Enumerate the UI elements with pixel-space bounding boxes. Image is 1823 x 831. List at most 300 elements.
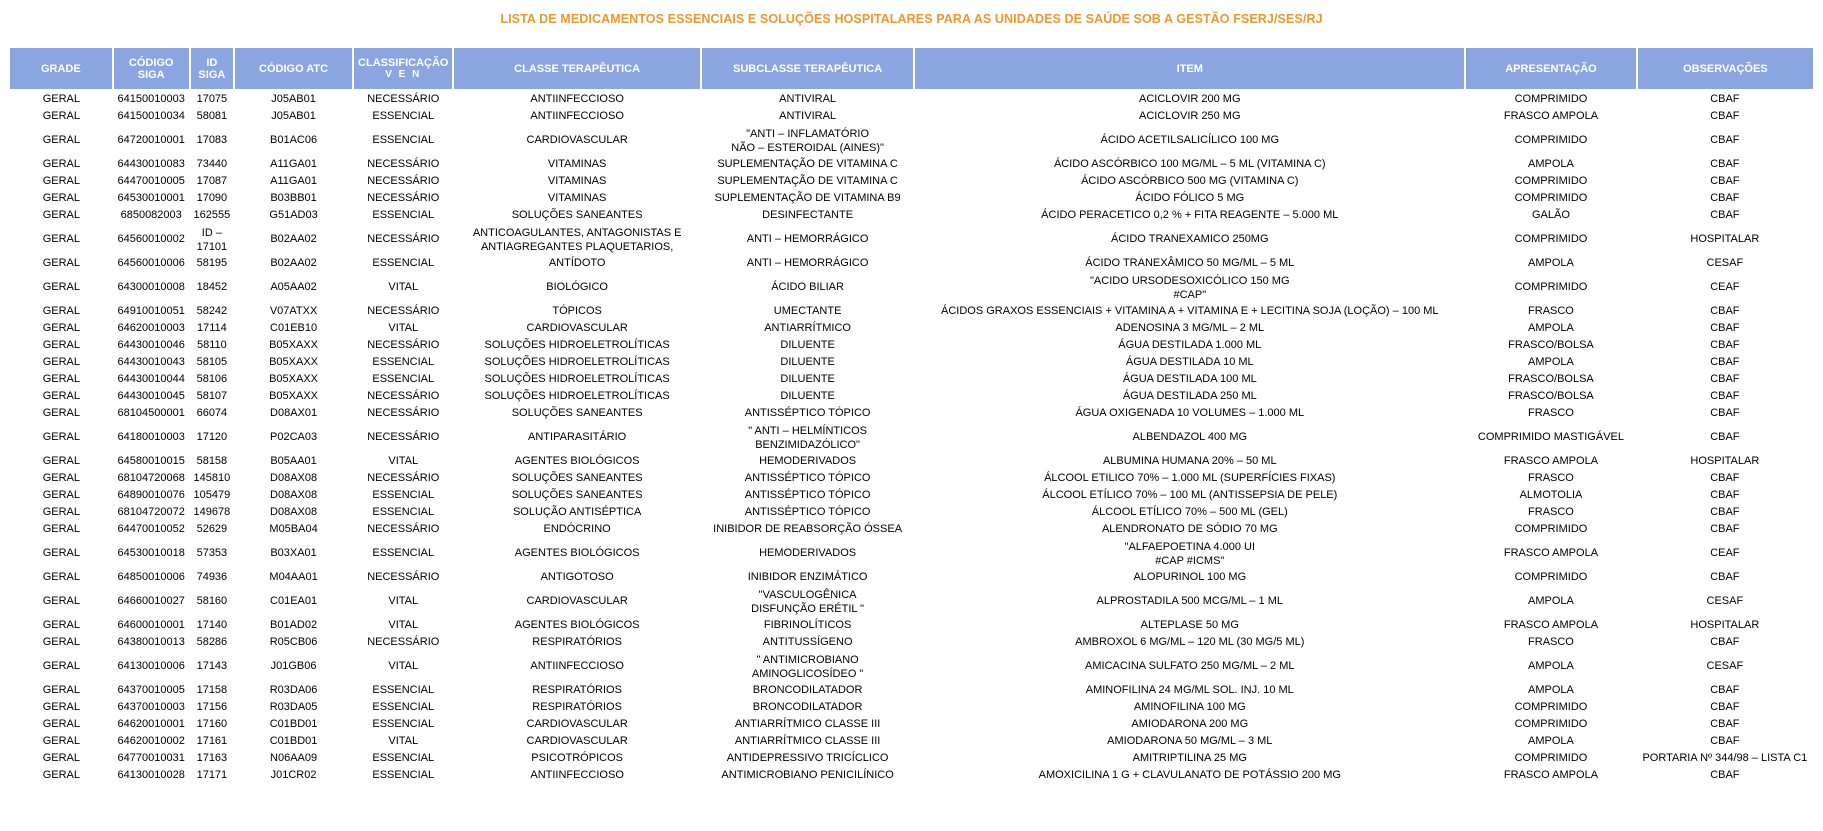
codigo-atc-cell: P02CA03 (270, 431, 318, 443)
classe-cell: SOLUÇÕES SANEANTES (511, 407, 643, 419)
classificacao-cell: ESSENCIAL (372, 718, 435, 730)
codigo-atc-cell: B02AA02 (270, 257, 317, 269)
classificacao-cell: VITAL (388, 660, 419, 672)
id-siga-cell: 52629 (196, 523, 228, 535)
codigo-atc-cell: R03DA06 (269, 684, 318, 696)
subclasse-cell: " ANTIMICROBIANO AMINOGLICOSÍDEO " (751, 653, 864, 680)
grade-cell: GERAL (42, 356, 80, 368)
classe-cell: BIOLÓGICO (546, 281, 608, 293)
apresentacao-cell: FRASCO AMPOLA (1503, 110, 1599, 122)
table-row (10, 303, 1813, 320)
grade-cell: GERAL (42, 134, 80, 146)
observacoes-cell: CBAF (1710, 93, 1740, 105)
observacoes-cell: CBAF (1710, 701, 1740, 713)
item-cell: ÁCIDO ACETILSALICÍLICO 100 MG (1100, 134, 1280, 146)
page-title: LISTA DE MEDICAMENTOS ESSENCIAIS E SOLUÇÕES HOSPITALARES PARA AS UNIDADES DE SAÚDE SOB A GESTÃO FSERJ/SES/RJ (500, 12, 1323, 26)
codigo-atc-cell: D08AX08 (270, 489, 318, 501)
classificacao-cell: ESSENCIAL (372, 547, 435, 559)
classificacao-cell: ESSENCIAL (372, 684, 435, 696)
classe-cell: PSICOTRÓPICOS (531, 752, 623, 764)
codigo-siga-cell: 64430010046 (117, 339, 185, 351)
observacoes-cell: HOSPITALAR (1690, 455, 1760, 467)
id-siga-cell: 58106 (196, 373, 228, 385)
item-cell: ÁCIDO PERACETICO 0,2 % + FITA REAGENTE – 5.000 ML (1041, 209, 1339, 221)
table-row (10, 504, 1813, 521)
classificacao-cell: VITAL (388, 595, 419, 607)
grade-cell: GERAL (42, 431, 80, 443)
classe-cell: SOLUÇÕES SANEANTES (511, 209, 643, 221)
item-cell: ÁCIDO TRANEXAMICO 250MG (1111, 233, 1269, 245)
table-row (10, 699, 1813, 716)
codigo-siga-cell: 64130010028 (117, 769, 185, 781)
item-cell: ÁLCOOL ETILICO 70% – 1.000 ML (SUPERFÍCIES FIXAS) (1044, 472, 1336, 484)
table-row (10, 224, 1813, 255)
grade-cell: GERAL (42, 233, 80, 245)
grade-cell: GERAL (42, 701, 80, 713)
codigo-siga-cell: 64370010005 (117, 684, 185, 696)
codigo-atc-cell: R03DA05 (269, 701, 318, 713)
item-cell: ÁCIDO FÓLICO 5 MG (1135, 192, 1245, 204)
id-siga-cell: 17161 (196, 735, 228, 747)
column-header-codigo-siga[interactable]: CÓDIGO SIGA (113, 48, 190, 89)
table-row (10, 255, 1813, 272)
observacoes-cell: CBAF (1710, 192, 1740, 204)
grade-cell: GERAL (42, 455, 80, 467)
codigo-atc-cell: V07ATXX (269, 305, 318, 317)
observacoes-cell: CESAF (1706, 660, 1744, 672)
table-row (10, 422, 1813, 453)
classificacao-cell: NECESSÁRIO (367, 233, 440, 245)
grade-cell: GERAL (42, 752, 80, 764)
subclasse-cell: ANTISSÉPTICO TÓPICO (744, 472, 871, 484)
classe-cell: CARDIOVASCULAR (526, 718, 628, 730)
codigo-atc-cell: B05AA01 (270, 455, 317, 467)
item-cell: ACICLOVIR 200 MG (1139, 93, 1241, 105)
subclasse-cell: ANTIVIRAL (779, 110, 837, 122)
observacoes-cell: CBAF (1710, 636, 1740, 648)
classificacao-cell: NECESSÁRIO (367, 523, 440, 535)
classificacao-cell: NECESSÁRIO (367, 636, 440, 648)
observacoes-cell: CBAF (1710, 356, 1740, 368)
codigo-siga-cell: 6850082003 (120, 209, 182, 221)
item-cell: ÁGUA DESTILADA 1.000 ML (1118, 339, 1262, 351)
classificacao-cell: VITAL (388, 735, 419, 747)
subclasse-cell: DILUENTE (780, 356, 835, 368)
id-siga-cell: 58107 (196, 390, 228, 402)
grade-cell: GERAL (42, 718, 80, 730)
subclasse-cell: ANTISSÉPTICO TÓPICO (744, 489, 871, 501)
grade-cell: GERAL (42, 407, 80, 419)
classificacao-cell: ESSENCIAL (372, 356, 435, 368)
classificacao-cell: ESSENCIAL (372, 257, 435, 269)
classificacao-cell: VITAL (388, 619, 419, 631)
table-row (10, 207, 1813, 224)
classificacao-cell: ESSENCIAL (372, 769, 435, 781)
id-siga-cell: 162555 (193, 209, 231, 221)
item-cell: AMINOFILINA 24 MG/ML SOL. INJ. 10 ML (1085, 684, 1294, 696)
classificacao-ven-label: V E N (385, 68, 422, 80)
codigo-atc-cell: J05AB01 (271, 110, 316, 122)
observacoes-cell: CBAF (1710, 431, 1740, 443)
classe-cell: ANTIPARASITÁRIO (528, 431, 627, 443)
table-row (10, 272, 1813, 303)
table-row (10, 156, 1813, 173)
apresentacao-cell: COMPRIMIDO (1514, 192, 1588, 204)
classificacao-cell: NECESSÁRIO (367, 192, 440, 204)
item-cell: ADENOSINA 3 MG/ML – 2 ML (1115, 322, 1265, 334)
item-cell: ÁGUA DESTILADA 10 ML (1125, 356, 1254, 368)
apresentacao-cell: AMPOLA (1528, 356, 1574, 368)
id-siga-cell: 73440 (196, 158, 228, 170)
column-header-codigo-atc[interactable]: CÓDIGO ATC (234, 48, 353, 89)
observacoes-cell: CEAF (1710, 281, 1740, 293)
classe-cell: ANTIINFECCIOSO (530, 769, 624, 781)
table-row (10, 108, 1813, 125)
classe-cell: ENDÓCRINO (543, 523, 611, 535)
item-cell: "ACIDO URSODESOXICÓLICO 150 MG #CAP" (1090, 274, 1290, 301)
codigo-atc-cell: J01GB06 (270, 660, 317, 672)
classificacao-cell: ESSENCIAL (372, 134, 435, 146)
apresentacao-cell: AMPOLA (1528, 257, 1574, 269)
codigo-siga-cell: 64470010005 (117, 175, 185, 187)
apresentacao-cell: AMPOLA (1528, 158, 1574, 170)
id-siga-cell: 58110 (196, 339, 227, 351)
classe-cell: CARDIOVASCULAR (526, 735, 628, 747)
observacoes-cell: CBAF (1710, 110, 1740, 122)
column-header-observacoes[interactable]: OBSERVAÇÕES (1637, 48, 1813, 89)
classe-cell: CARDIOVASCULAR (526, 134, 628, 146)
id-siga-cell: 149678 (193, 506, 231, 518)
apresentacao-cell: GALÃO (1532, 209, 1570, 221)
codigo-siga-cell: 64430010044 (117, 373, 185, 385)
subclasse-cell: FIBRINOLÍTICOS (763, 619, 852, 631)
grade-cell: GERAL (42, 769, 80, 781)
classificacao-label: CLASSIFICAÇÃO (358, 56, 449, 69)
item-cell: ALBENDAZOL 400 MG (1132, 431, 1248, 443)
table-row (10, 487, 1813, 504)
id-siga-cell: 17143 (196, 660, 228, 672)
grade-cell: GERAL (42, 660, 80, 672)
codigo-atc-cell: C01BD01 (269, 735, 318, 747)
id-siga-cell: 58081 (196, 110, 228, 122)
classe-cell: CARDIOVASCULAR (526, 595, 628, 607)
grade-cell: GERAL (42, 93, 80, 105)
classificacao-cell: ESSENCIAL (372, 506, 435, 518)
subclasse-cell: " ANTI – HELMÍNTICOS BENZIMIDAZÓLICO" (748, 424, 868, 451)
id-siga-cell: 74936 (196, 571, 228, 583)
codigo-atc-cell: M05BA04 (269, 523, 318, 535)
observacoes-cell: CBAF (1710, 305, 1740, 317)
apresentacao-cell: FRASCO (1528, 472, 1574, 484)
codigo-atc-cell: C01EB10 (270, 322, 318, 334)
column-header-subclasse[interactable]: SUBCLASSE TERAPÊUTICA (701, 48, 915, 89)
table-row (10, 733, 1813, 750)
item-cell: AMOXICILINA 1 G + CLAVULANATO DE POTÁSSIO 200 MG (1038, 769, 1341, 781)
subclasse-cell: "VASCULOGÊNICA DISFUNÇÃO ERÉTIL " (751, 588, 865, 615)
codigo-atc-cell: D08AX01 (270, 407, 318, 419)
id-siga-cell: 145810 (193, 472, 231, 484)
classe-cell: SOLUÇÕES HIDROELETROLÍTICAS (484, 356, 670, 368)
subclasse-cell: ANTIVIRAL (779, 93, 837, 105)
apresentacao-cell: COMPRIMIDO (1514, 571, 1588, 583)
table-row (10, 682, 1813, 699)
subclasse-cell: INIBIDOR ENZIMÁTICO (747, 571, 868, 583)
item-cell: ALTEPLASE 50 MG (1140, 619, 1239, 631)
table-row (10, 125, 1813, 156)
grade-cell: GERAL (42, 636, 80, 648)
table-header-row (10, 48, 1813, 89)
codigo-atc-cell: B02AA02 (270, 233, 317, 245)
codigo-siga-cell: 64370010003 (117, 701, 185, 713)
subclasse-cell: ANTI – HEMORRÁGICO (746, 257, 869, 269)
codigo-siga-cell: 64910010051 (117, 305, 185, 317)
apresentacao-cell: AMPOLA (1528, 322, 1574, 334)
column-header-id-siga[interactable]: ID SIGA (190, 48, 234, 89)
item-cell: ÁLCOOL ETÍLICO 70% – 100 ML (ANTISSEPSIA DE PELE) (1042, 489, 1338, 501)
id-siga-cell: 17160 (196, 718, 228, 730)
codigo-atc-cell: B05XAXX (269, 373, 319, 385)
subclasse-cell: DILUENTE (780, 339, 835, 351)
subclasse-cell: ANTIARRÍTMICO CLASSE III (734, 735, 881, 747)
observacoes-cell: PORTARIA Nº 344/98 – LISTA C1 (1642, 752, 1808, 764)
apresentacao-cell: FRASCO AMPOLA (1503, 547, 1599, 559)
codigo-atc-cell: G51AD03 (269, 209, 318, 221)
classificacao-cell: NECESSÁRIO (367, 175, 440, 187)
observacoes-cell: CEAF (1710, 547, 1740, 559)
classe-cell: AGENTES BIOLÓGICOS (514, 619, 640, 631)
classe-cell: RESPIRATÓRIOS (532, 684, 622, 696)
item-cell: ALENDRONATO DE SÓDIO 70 MG (1101, 523, 1278, 535)
subclasse-cell: UMECTANTE (773, 305, 842, 317)
codigo-siga-cell: 64560010006 (117, 257, 185, 269)
item-cell: ALOPURINOL 100 MG (1133, 571, 1247, 583)
item-cell: AMBROXOL 6 MG/ML – 120 ML (30 MG/5 ML) (1075, 636, 1305, 648)
subclasse-cell: BRONCODILATADOR (752, 684, 863, 696)
item-cell: AMIODARONA 200 MG (1131, 718, 1249, 730)
observacoes-cell: CBAF (1710, 769, 1740, 781)
codigo-atc-cell: D08AX08 (270, 506, 318, 518)
observacoes-cell: CBAF (1710, 322, 1740, 334)
codigo-siga-cell: 64850010006 (117, 571, 185, 583)
classe-cell: SOLUÇÕES HIDROELETROLÍTICAS (484, 373, 670, 385)
subclasse-cell: ÁCIDO BILIAR (771, 281, 844, 293)
item-cell: ÁGUA OXIGENADA 10 VOLUMES – 1.000 ML (1075, 407, 1305, 419)
table-row (10, 337, 1813, 354)
grade-cell: GERAL (42, 192, 80, 204)
item-cell: "ALFAEPOETINA 4.000 UI #CAP #ICMS" (1124, 540, 1256, 567)
grade-cell: GERAL (42, 257, 80, 269)
id-siga-cell: 58242 (196, 305, 228, 317)
apresentacao-cell: COMPRIMIDO (1514, 134, 1588, 146)
column-header-grade[interactable]: GRADE (10, 48, 113, 89)
codigo-siga-cell: 64300010008 (117, 281, 185, 293)
grade-cell: GERAL (42, 619, 80, 631)
classificacao-cell: NECESSÁRIO (367, 431, 440, 443)
observacoes-cell: CBAF (1710, 472, 1740, 484)
column-header-classe[interactable]: CLASSE TERAPÊUTICA (453, 48, 700, 89)
apresentacao-cell: FRASCO (1528, 636, 1574, 648)
observacoes-cell: HOSPITALAR (1690, 233, 1760, 245)
classificacao-cell: NECESSÁRIO (367, 93, 440, 105)
id-siga-cell: 58195 (196, 257, 228, 269)
codigo-atc-cell: D08AX08 (270, 472, 318, 484)
item-cell: AMIODARONA 50 MG/ML – 3 ML (1107, 735, 1273, 747)
id-siga-cell: 105479 (193, 489, 231, 501)
codigo-atc-cell: C01EA01 (270, 595, 318, 607)
item-cell: AMINOFILINA 100 MG (1133, 701, 1246, 713)
codigo-atc-cell: B01AC06 (270, 134, 318, 146)
grade-cell: GERAL (42, 110, 80, 122)
item-cell: ÁGUA DESTILADA 100 ML (1122, 373, 1257, 385)
codigo-siga-cell: 64560010002 (117, 233, 185, 245)
apresentacao-cell: FRASCO/BOLSA (1508, 390, 1594, 402)
subclasse-cell: SUPLEMENTAÇÃO DE VITAMINA B9 (714, 192, 901, 204)
codigo-atc-cell: C01BD01 (269, 718, 318, 730)
grade-cell: GERAL (42, 489, 80, 501)
table-row (10, 173, 1813, 190)
subclasse-cell: HEMODERIVADOS (759, 455, 857, 467)
grade-cell: GERAL (42, 684, 80, 696)
subclasse-cell: ANTITUSSÍGENO (762, 636, 853, 648)
codigo-atc-cell: B01AD02 (270, 619, 318, 631)
codigo-atc-cell: B05XAXX (269, 339, 319, 351)
subclasse-cell: ANTISSÉPTICO TÓPICO (744, 506, 871, 518)
classe-cell: SOLUÇÃO ANTISÉPTICA (512, 506, 642, 518)
codigo-siga-cell: 64720010001 (117, 134, 185, 146)
observacoes-cell: CBAF (1710, 489, 1740, 501)
apresentacao-cell: COMPRIMIDO (1514, 175, 1588, 187)
subclasse-cell: SUPLEMENTAÇÃO DE VITAMINA C (717, 175, 898, 187)
classificacao-cell: VITAL (388, 322, 419, 334)
codigo-atc-cell: A11GA01 (270, 175, 317, 187)
classe-cell: ANTÍDOTO (548, 257, 606, 269)
column-header-apresentacao[interactable]: APRESENTAÇÃO (1465, 48, 1637, 89)
id-siga-cell: 58160 (196, 595, 228, 607)
observacoes-cell: CBAF (1710, 684, 1740, 696)
codigo-siga-cell: 68104500001 (117, 407, 185, 419)
codigo-siga-cell: 64380010013 (117, 636, 185, 648)
apresentacao-cell: FRASCO AMPOLA (1503, 769, 1599, 781)
table-row (10, 521, 1813, 538)
subclasse-cell: ANTIARRÍTMICO (764, 322, 851, 334)
subclasse-cell: DILUENTE (780, 390, 835, 402)
apresentacao-cell: FRASCO AMPOLA (1503, 455, 1599, 467)
codigo-siga-cell: 64890010076 (117, 489, 185, 501)
codigo-atc-cell: R05CB06 (269, 636, 318, 648)
codigo-atc-cell: B05XAXX (269, 356, 319, 368)
id-siga-cell: 17156 (196, 701, 228, 713)
codigo-siga-cell: 64530010018 (117, 547, 185, 559)
subclasse-cell: HEMODERIVADOS (759, 547, 857, 559)
id-siga-cell: 17075 (196, 93, 228, 105)
id-siga-cell: 17087 (196, 175, 228, 187)
id-siga-cell: 58286 (196, 636, 228, 648)
id-siga-cell: 17158 (196, 684, 228, 696)
classe-cell: TÓPICOS (552, 305, 602, 317)
apresentacao-cell: COMPRIMIDO (1514, 752, 1588, 764)
id-siga-cell: 58105 (196, 356, 228, 368)
classe-cell: CARDIOVASCULAR (526, 322, 628, 334)
codigo-siga-cell: 68104720072 (117, 506, 185, 518)
id-siga-cell: 17140 (196, 619, 228, 631)
observacoes-cell: HOSPITALAR (1690, 619, 1760, 631)
item-cell: ALBUMINA HUMANA 20% – 50 ML (1102, 455, 1277, 467)
classe-cell: SOLUÇÕES SANEANTES (511, 472, 643, 484)
item-cell: ÁCIDO TRANEXÂMICO 50 MG/ML – 5 ML (1085, 257, 1295, 269)
column-header-item[interactable]: ITEM (914, 48, 1465, 89)
classe-cell: AGENTES BIOLÓGICOS (514, 455, 640, 467)
table-row (10, 388, 1813, 405)
classe-cell: RESPIRATÓRIOS (532, 636, 622, 648)
classificacao-cell: NECESSÁRIO (367, 407, 440, 419)
grade-cell: GERAL (42, 175, 80, 187)
observacoes-cell: CBAF (1710, 339, 1740, 351)
classificacao-cell: ESSENCIAL (372, 489, 435, 501)
subclasse-cell: INIBIDOR DE REABSORÇÃO ÓSSEA (713, 523, 903, 535)
subclasse-cell: ANTIDEPRESSIVO TRICÍCLICO (726, 752, 889, 764)
table-row (10, 586, 1813, 617)
item-cell: ÁLCOOL ETÍLICO 70% – 500 ML (GEL) (1091, 506, 1288, 518)
item-cell: ÁCIDOS GRAXOS ESSENCIAIS + VITAMINA A + VITAMINA E + LECITINA SOJA (LOÇÃO) – 100 ML (941, 305, 1439, 317)
classe-cell: ANTIINFECCIOSO (530, 110, 624, 122)
apresentacao-cell: COMPRIMIDO (1514, 233, 1588, 245)
grade-cell: GERAL (42, 322, 80, 334)
grade-cell: GERAL (42, 373, 80, 385)
subclasse-cell: ANTIMICROBIANO PENICILÍNICO (721, 769, 894, 781)
item-cell: ÁCIDO ASCÓRBICO 100 MG/ML – 5 ML (VITAMINA C) (1053, 158, 1326, 170)
codigo-atc-cell: B05XAXX (269, 390, 319, 402)
observacoes-cell: CBAF (1710, 571, 1740, 583)
codigo-siga-cell: 68104720068 (117, 472, 185, 484)
codigo-atc-cell: A11GA01 (270, 158, 317, 170)
id-siga-cell: ID – 17101 (196, 226, 228, 253)
column-header-classificacao[interactable] (353, 48, 453, 89)
classe-cell: AGENTES BIOLÓGICOS (514, 547, 640, 559)
table-row (10, 617, 1813, 634)
subclasse-cell: "ANTI – INFLAMATÓRIO NÃO – ESTEROIDAL (AINES)" (731, 127, 884, 154)
classificacao-cell: ESSENCIAL (372, 209, 435, 221)
table-row (10, 651, 1813, 682)
apresentacao-cell: FRASCO AMPOLA (1503, 619, 1599, 631)
classe-cell: ANTICOAGULANTES, ANTAGONISTAS E ANTIAGREGANTES PLAQUETARIOS, (472, 226, 682, 253)
table-body (10, 89, 1813, 784)
observacoes-cell: CBAF (1710, 523, 1740, 535)
observacoes-cell: CBAF (1710, 175, 1740, 187)
classe-cell: SOLUÇÕES SANEANTES (511, 489, 643, 501)
codigo-siga-cell: 64580010015 (117, 455, 185, 467)
apresentacao-cell: COMPRIMIDO (1514, 281, 1588, 293)
codigo-siga-cell: 64620010001 (117, 718, 185, 730)
codigo-atc-cell: B03BB01 (270, 192, 317, 204)
observacoes-cell: CBAF (1710, 718, 1740, 730)
apresentacao-cell: FRASCO/BOLSA (1508, 373, 1594, 385)
table-row (10, 453, 1813, 470)
codigo-siga-cell: 64660010027 (117, 595, 185, 607)
grade-cell: GERAL (42, 506, 80, 518)
subclasse-cell: SUPLEMENTAÇÃO DE VITAMINA C (717, 158, 898, 170)
codigo-siga-cell: 64430010083 (117, 158, 185, 170)
id-siga-cell: 17083 (196, 134, 228, 146)
item-cell: AMITRIPTILINA 25 MG (1132, 752, 1247, 764)
subclasse-cell: BRONCODILATADOR (752, 701, 863, 713)
table-row (10, 89, 1813, 108)
codigo-siga-cell: 64620010002 (117, 735, 185, 747)
classificacao-cell: NECESSÁRIO (367, 339, 440, 351)
table-row (10, 538, 1813, 569)
classe-cell: VITAMINAS (547, 175, 607, 187)
id-siga-cell: 17120 (196, 431, 228, 443)
table-row (10, 470, 1813, 487)
